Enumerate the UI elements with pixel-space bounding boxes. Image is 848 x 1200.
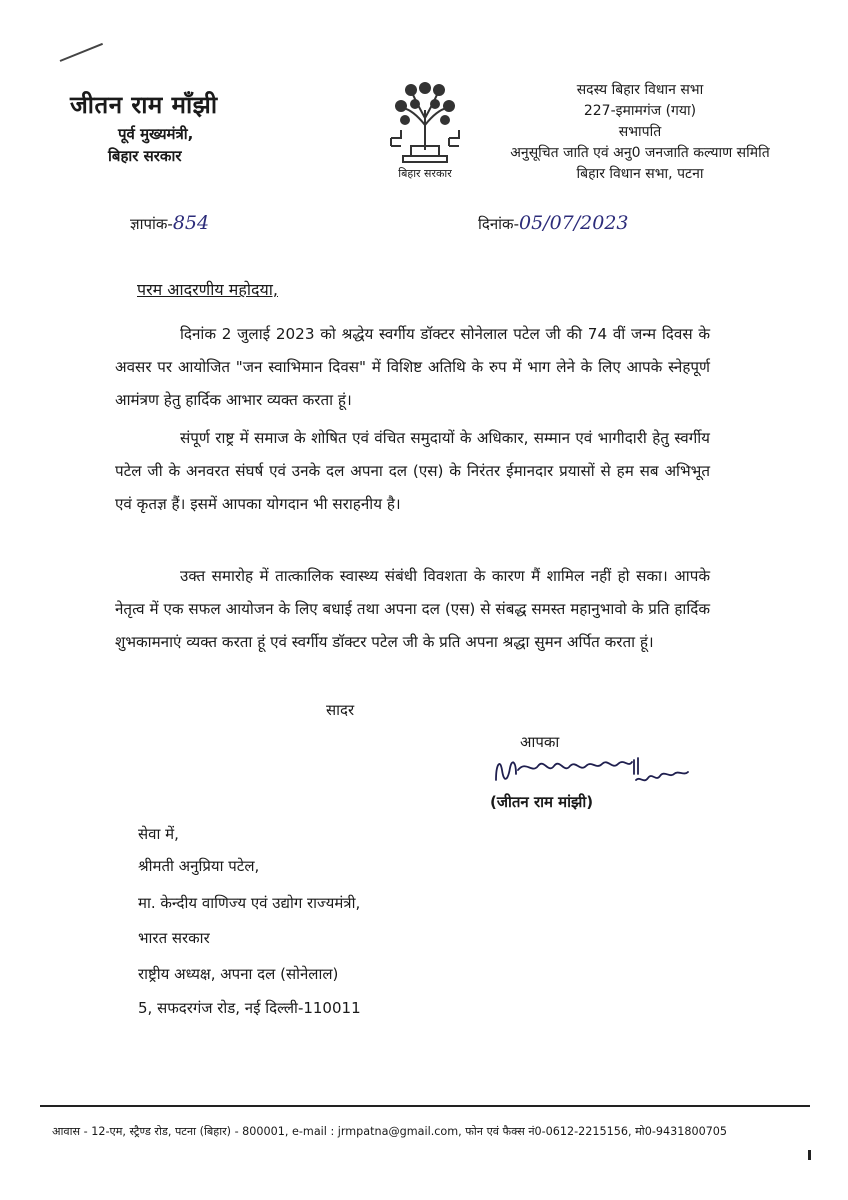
designation-line: सभापति: [618, 124, 662, 140]
body-paragraph: उक्त समारोह में तात्कालिक स्वास्थ्य संबंधी विवशता के कारण मैं शामिल नहीं हो सका। आपके नेतृत्व में एक सफल आयोजन के लिए बधाई तथा अपना दल (एस) से संबद्ध समस्त महानुभावो के प्रति हार्दिक शुभकामनाएं व्यक्त करता हूं एवं स्वर्गीय डॉक्टर पटेल जी के प्रति अपना श्रद्धा सुमन अर्पित करता हूं।: [115, 567, 710, 651]
designation-line: अनुसूचित जाति एवं अनु0 जनजाति कल्याण समिति: [510, 145, 770, 161]
sender-name: जीतन राम माँझी: [70, 91, 218, 119]
designation-block: [470, 80, 810, 185]
footer-contact: आवास - 12-एम, स्ट्रैण्ड रोड, पटना (बिहार) - 800001, e-mail : jrmpatna@gmail.com, फोन एवं फैक्स नं0-0612-2215156, मो0-9431800705: [52, 1125, 728, 1138]
recipient-line: राष्ट्रीय अध्यक्ष, अपना दल (सोनेलाल): [138, 965, 339, 983]
footer-divider: [40, 1105, 810, 1107]
pen-stroke-mark: [60, 43, 103, 62]
recipient-line: मा. केन्दीय वाणिज्य एवं उद्योग राज्यमंत्री,: [138, 894, 361, 912]
reference-number: [130, 212, 209, 234]
sender-government: बिहार सरकार: [108, 147, 182, 165]
yours-truly: आपका: [520, 733, 560, 751]
emblem-label: बिहार सरकार: [398, 167, 452, 180]
designation-line: 227-इमामगंज (गया): [583, 103, 697, 119]
salutation: परम आदरणीय महोदया,: [137, 280, 278, 299]
handwritten-signature: [488, 740, 698, 800]
edge-mark: [808, 1150, 811, 1160]
reference-label: ज्ञापांक-: [130, 215, 173, 233]
recipient-line: सेवा में,: [138, 825, 179, 843]
reference-value: 854: [172, 212, 210, 234]
recipient-line: 5, सफदरगंज रोड, नई दिल्ली-110011: [138, 999, 361, 1017]
designation-line: बिहार विधान सभा, पटना: [576, 166, 704, 182]
designation-line: सदस्य बिहार विधान सभा: [576, 82, 704, 98]
date-value: 05/07/2023: [519, 212, 629, 234]
body-paragraph: संपूर्ण राष्ट्र में समाज के शोषित एवं वंचित समुदायों के अधिकार, सम्मान एवं भागीदारी हेतु स्वर्गीय पटेल जी के अनवरत संघर्ष एवं उनके दल अपना दल (एस) के निरंतर ईमानदार प्रयासों से हम सब अभिभूत एवं कृतज्ञ हैं। इसमें आपका योगदान भी सराहनीय है।: [115, 429, 710, 513]
recipient-line: भारत सरकार: [138, 929, 210, 947]
letter-date: [478, 212, 629, 234]
body-paragraph: दिनांक 2 जुलाई 2023 को श्रद्धेय स्वर्गीय डॉक्टर सोनेलाल पटेल जी की 74 वीं जन्म दिवस के अवसर पर आयोजित "जन स्वाभिमान दिवस" में विशिष्ट अतिथि के रुप में भाग लेने के लिए आपके स्नेहपूर्ण आमंत्रण हेतु हार्दिक आभार व्यक्त करता हूं।: [115, 325, 710, 409]
date-label: दिनांक-: [478, 215, 519, 233]
sender-title: पूर्व मुख्यमंत्री,: [118, 125, 194, 143]
signatory-name: (जीतन राम मांझी): [490, 793, 594, 811]
recipient-line: श्रीमती अनुप्रिया पटेल,: [138, 857, 260, 875]
regards: सादर: [326, 701, 355, 719]
